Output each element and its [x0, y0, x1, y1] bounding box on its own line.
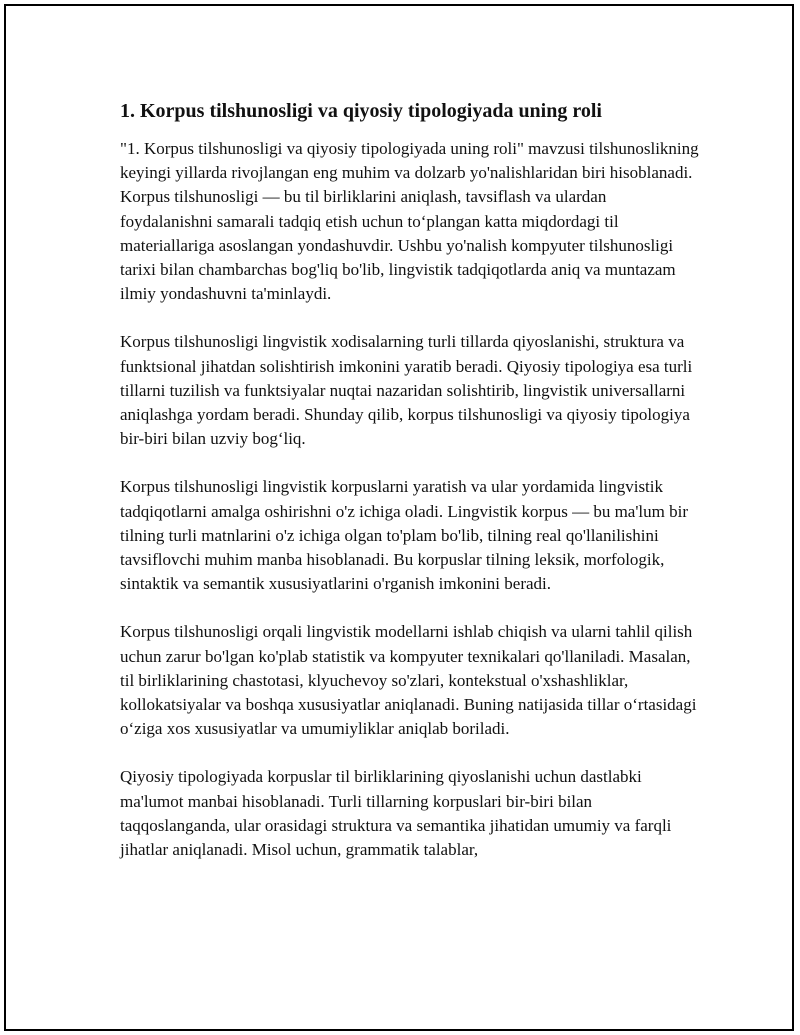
document-content — [120, 94, 700, 886]
paragraph-2: Korpus tilshunosligi lingvistik xodisalarning turli tillarda qiyoslanishi, struktura va funktsional jihatdan solishtirish imkonini yaratib beradi. Qiyosiy tipologiya esa turli tillarni tuzilish va funktsiyalar nuqtai nazaridan solishtirib, lingvistik universallarni aniqlashga yordam beradi. Shunday qilib, korpus tilshunosligi va qiyosiy tipologiya bir-biri bilan uzviy bog‘liq. — [120, 332, 693, 449]
document-page — [4, 4, 794, 1031]
paragraph-3: Korpus tilshunosligi lingvistik korpuslarni yaratish va ular yordamida lingvistik tadqiqotlarni amalga oshirishni o'z ichiga oladi. Lingvistik korpus — bu ma'lum bir tilning turli matnlarini o'z ichiga olgan to'plam bo'lib, tilning real qo'llanilishini tavsiflovchi muhim manba hisoblanadi. Bu korpuslar tilning leksik, morfologik, sintaktik va semantik xususiyatlarini o'rganish imkonini beradi. — [120, 477, 688, 594]
document-title: 1. Korpus tilshunosligi va qiyosiy tipologiyada uning roli — [120, 100, 602, 122]
paragraph-1: "1. Korpus tilshunosligi va qiyosiy tipologiyada uning roli" mavzusi tilshunoslikning keyingi yillarda rivojlangan eng muhim va dolzarb yo'nalishlaridan biri hisoblanadi. Korpus tilshunosligi — bu til birliklarini aniqlash, tavsiflash va ulardan foydalanishni samarali tadqiq etish uchun to‘plangan katta miqdordagi til materiallariga asoslangan yondashuvdir. Ushbu yo'nalish kompyuter tilshunosligi tarixi bilan chambarchas bog'liq bo'lib, lingvistik tadqiqotlarda aniq va muntazam ilmiy yondashuvni ta'minlaydi. — [120, 139, 699, 304]
paragraph-5: Qiyosiy tipologiyada korpuslar til birliklarining qiyoslanishi uchun dastlabki ma'lumot manbai hisoblanadi. Turli tillarning korpuslari bir-biri bilan taqqoslanganda, ular orasidagi struktura va semantika jihatidan umumiy va farqli jihatlar aniqlanadi. Misol uchun, grammatik talablar, — [120, 767, 672, 860]
paragraph-4: Korpus tilshunosligi orqali lingvistik modellarni ishlab chiqish va ularni tahlil qilish uchun zarur bo'lgan ko'plab statistik va kompyuter texnikalari qo'llaniladi. Masalan, til birliklarining chastotasi, klyuchevoy so'zlari, kontekstual o'xshashliklar, kollokatsiyalar va boshqa xususiyatlar aniqlanadi. Buning natijasida tillar o‘rtasidagi o‘ziga xos xususiyatlar va umumiyliklar aniqlab boriladi. — [120, 622, 697, 739]
